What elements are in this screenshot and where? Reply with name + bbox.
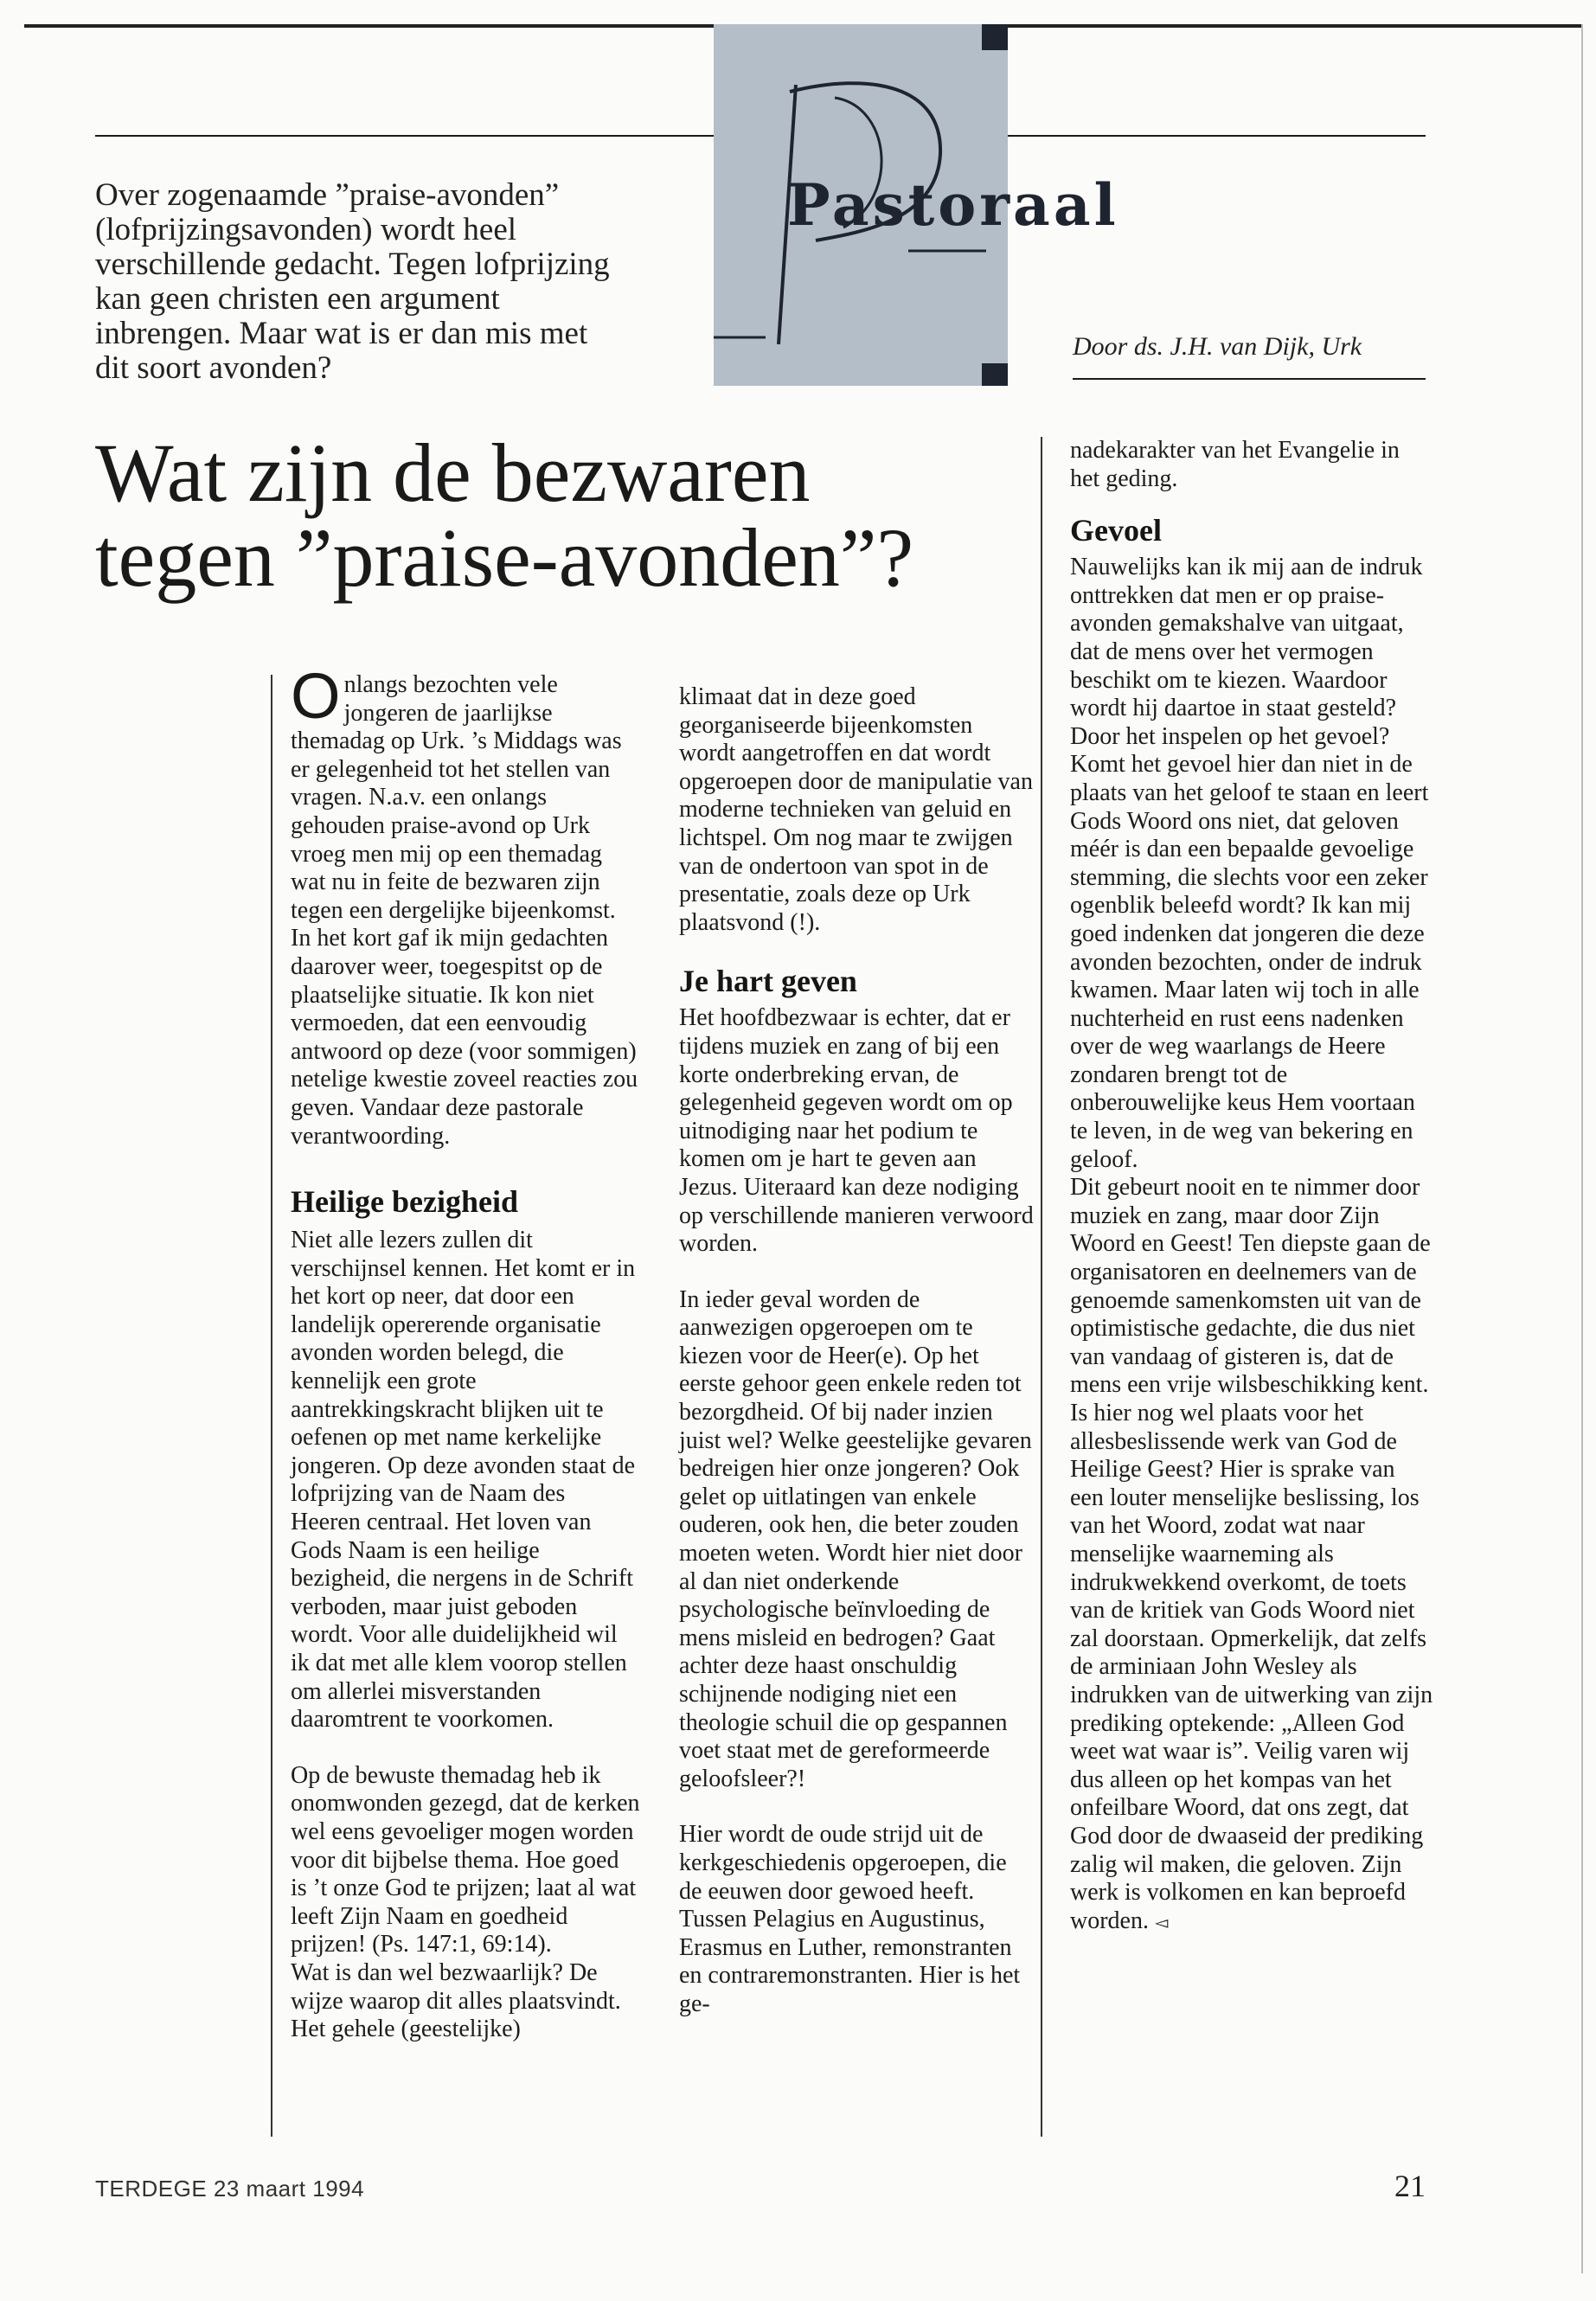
- section-heading: Gevoel: [1070, 513, 1162, 548]
- paragraph: Niet alle lezers zullen dit verschijnsel kennen. Het komt er in het kort op neer, dat door een landelijk opererende organisatie avonden worden belegd, die kennelijk een grote aantrekkingskracht blijken uit te oefenen op met name kerkelijke jongeren. Op deze avonden staat de lofprijzing van de Naam des Heeren centraal. Het loven van Gods Naam is een heilige bezigheid, die nergens in de Schrift verboden, maar juist geboden wordt. Voor alle duidelijkheid wil ik dat met alle klem voorop stellen om allerlei misverstanden daaromtrent te voorkomen.: [291, 1227, 636, 1734]
- paragraph: Het hoofdbezwaar is echter, dat er tijdens muziek en zang of bij een korte onderbreking ervan, de gelegenheid gegeven wordt om op uitnodiging naar het podium te komen om je hart te geven aan Jezus. Uiteraard kan deze nodiging op verschillende manieren verwoord worden.: [679, 1004, 1034, 1258]
- pastoraal-logo: [714, 24, 1119, 386]
- paragraph: Wat is dan wel bezwaarlijk? De wijze waarop dit alles plaatsvindt. Het gehele (geestelijke): [291, 1958, 621, 2043]
- header-rule-right: [1008, 135, 1426, 137]
- paragraph-text: nlangs bezochten vele jongeren de jaarlijkse themadag op Urk. ’s Middags was er gelegenheid tot het stellen van vragen. N.a.v. een onlangs gehouden praise-avond op Urk vroeg men mij op een themadag wat nu in feite de bezwaren zijn tegen een dergelijke bijeenkomst. In het kort gaf ik mijn gedachten daarover weer, toegespitst op de plaatselijke situatie. Ik kon niet vermoeden, dat een eenvoudig antwoord op deze (voor sommigen) netelige kwestie zoveel reacties zou geven. Vandaar deze pastorale verantwoording.: [291, 671, 638, 1150]
- column-rule-3: [1041, 437, 1042, 2137]
- paragraph: [1070, 1174, 1433, 1937]
- column-2: [679, 683, 1034, 2019]
- drop-cap: O: [291, 660, 341, 732]
- header-rule-left: [95, 135, 714, 137]
- paragraph: [291, 660, 640, 1150]
- intro-text: Over zogenaamde ”praise-avonden” (lofprijzingsavonden) wordt heel verschillende gedacht. Tegen lofprijzing kan geen christen een argument inbrengen. Maar wat is er dan mis met dit soort avonden?: [95, 177, 610, 386]
- byline: Door ds. J.H. van Dijk, Urk: [1073, 332, 1362, 361]
- paragraph: nadekarakter van het Evangelie in het geding.: [1070, 437, 1400, 492]
- paragraph: In ieder geval worden de aanwezigen opgeroepen om te kiezen voor de Heer(e). Op het eerste gehoor geen enkele reden tot bezorgdheid. Of bij nader inzien juist wel? Welke geestelijke gevaren bedreigen hier onze jongeren? Ook gelet op uitlatingen van enkele ouderen, ook hen, die beter zouden moeten weten. Wordt hier niet door al dan niet onderkende psychologische beïnvloeding de mens misleid en bedrogen? Gaat achter deze haast onschuldig schijnende nodiging niet een theologie schuil die op gespannen voet staat met de gereformeerde geloofsleer?!: [679, 1285, 1032, 1792]
- column-3: [1070, 437, 1433, 1937]
- byline-rule: [1073, 378, 1426, 380]
- logo-word: Pastoraal: [787, 171, 1119, 239]
- page-right-edge: [1581, 24, 1583, 2273]
- article-headline: [95, 426, 1029, 604]
- end-mark-icon: ◅: [1154, 1913, 1169, 1932]
- headline-line-1: Wat zijn de bezwaren: [95, 426, 811, 519]
- paragraph: Nauwelijks kan ik mij aan de indruk onttrekken dat men er op praise-avonden gemakshalve van uitgaat, dat de mens over het vermogen beschikt om te kiezen. Waardoor wordt hij daartoe in staat gesteld? Door het inspelen op het gevoel? Komt het gevoel hier dan niet in de plaats van het geloof te staan en leert Gods Woord ons niet, dat geloven méér is dan een bepaalde gevoelige stemming, die slechts voor een zeker ogenblik beleefd wordt? Ik kan mij goed indenken dat jongeren die deze avonden bezochten, onder de indruk kwamen. Maar laten wij toch in alle nuchterheid en rust eens nadenken over de weg waarlangs de Heere zondaren brengt tot de onberouwelijke keus Hem voortaan te leven, in de weg van bekering en geloof.: [1070, 554, 1429, 1173]
- paragraph-text: Dit gebeurt nooit en te nimmer door muziek en zang, maar door Zijn Woord en Geest! Ten diepste gaan de organisatoren en deelnemers van de genoemde samenkomsten uit van de optimistische gedachte, die dus niet van vandaag of gisteren is, dat de mens een vrije wilsbeschikking kent. Is hier nog wel plaats voor het allesbeslissende werk van God de Heilige Geest? Hier is sprake van een louter menselijke beslissing, los van het Woord, zodat wat naar menselijke waarneming als indrukwekkend overkomt, de toets van de kritiek van Gods Woord niet zal doorstaan. Opmerkelijk, dat zelfs de arminiaan John Wesley als indrukken van de uitwerking van zijn prediking optekende: „Alleen God weet wat waar is”. Veilig varen wij dus alleen op het kompas van het onfeilbare Woord, dat ons zegt, dat God door de dwaaseid der prediking zalig wil maken, die geloven. Zijn werk is volkomen en kan beproefd worden.: [1070, 1174, 1433, 1934]
- section-heading: Heilige bezigheid: [291, 1184, 518, 1220]
- section-heading: Je hart geven: [679, 964, 857, 999]
- column-1: [291, 660, 640, 2044]
- footer-publication: TERDEGE 23 maart 1994: [95, 2176, 365, 2202]
- paragraph: Hier wordt de oude strijd uit de kerkgeschiedenis opgeroepen, die de eeuwen door gewoed heeft. Tussen Pelagius en Augustinus, Erasmus en Luther, remonstranten en contraremonstranten. Hier is het ge-: [679, 1821, 1021, 2017]
- paragraph: klimaat dat in deze goed georganiseerde bijeenkomsten wordt aangetroffen en dat wordt opgeroepen door de manipulatie van moderne technieken van geluid en lichtspel. Om nog maar te zwijgen van de ondertoon van spot in de presentatie, zoals deze op Urk plaatsvond (!).: [679, 683, 1033, 936]
- paragraph: Op de bewuste themadag heb ik onomwonden gezegd, dat de kerken wel eens gevoeliger mogen worden voor dit bijbelse thema. Hoe goed is ’t onze God te prijzen; laat al wat leeft Zijn Naam en goedheid prijzen! (Ps. 147:1, 69:14).: [291, 1761, 640, 1958]
- column-rule-1: [271, 675, 272, 2137]
- page-number: 21: [1394, 2169, 1426, 2203]
- headline-line-2: tegen ”praise-avonden”?: [95, 511, 914, 604]
